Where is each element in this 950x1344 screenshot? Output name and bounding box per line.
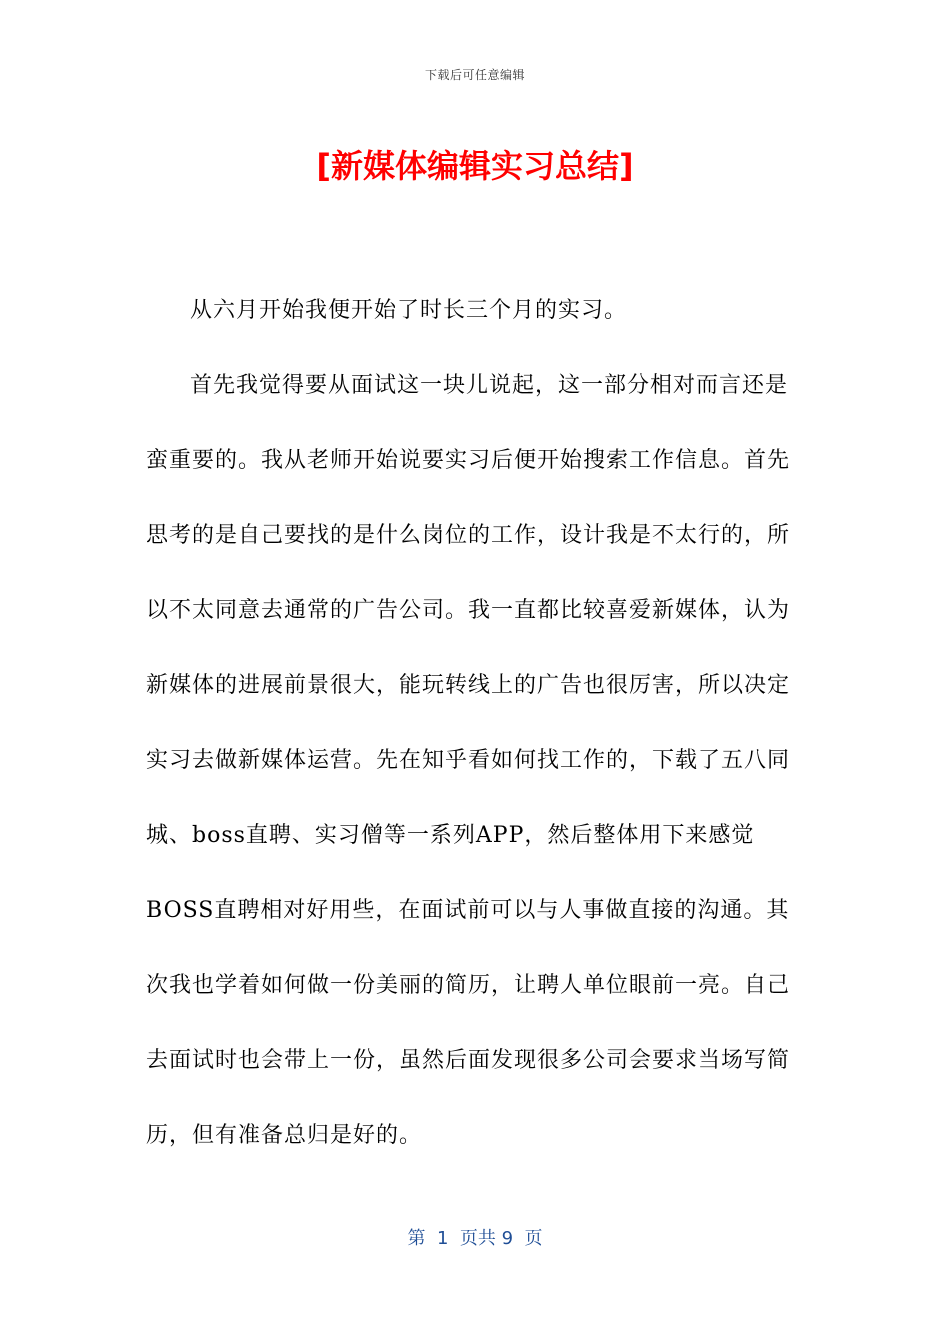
page-number-footer: 第 1 页共 9 页 <box>407 1228 543 1249</box>
document-body <box>146 273 806 1173</box>
document-title: [新媒体编辑实习总结] <box>316 147 634 185</box>
header-note: 下载后可任意编辑 <box>424 68 525 82</box>
paragraph-1: 从六月开始我便开始了时长三个月的实习。 <box>190 298 628 323</box>
paragraph-2: 首先我觉得要从面试这一块儿说起，这一部分相对而言还是蛮重要的。我从老师开始说要实习后便开始搜索工作信息。首先思考的是自己要找的是什么岗位的工作，设计我是不太行的，所以不太同意去通常的广告公司。我一直都比较喜爱新媒体，认为新媒体的进展前景很大，能玩转线上的广告也很厉害，所以决定实习去做新媒体运营。先在知乎看如何找工作的，下载了五八同城、boss直聘、实习僧等一系列APP，然后整体用下来感觉BOSS直聘相对好用些，在面试前可以与人事做直接的沟通。其次我也学着如何做一份美丽的简历，让聘人单位眼前一亮。自己去面试时也会带上一份，虽然后面发现很多公司会要求当场写简历，但有准备总归是好的。 <box>146 373 791 1148</box>
